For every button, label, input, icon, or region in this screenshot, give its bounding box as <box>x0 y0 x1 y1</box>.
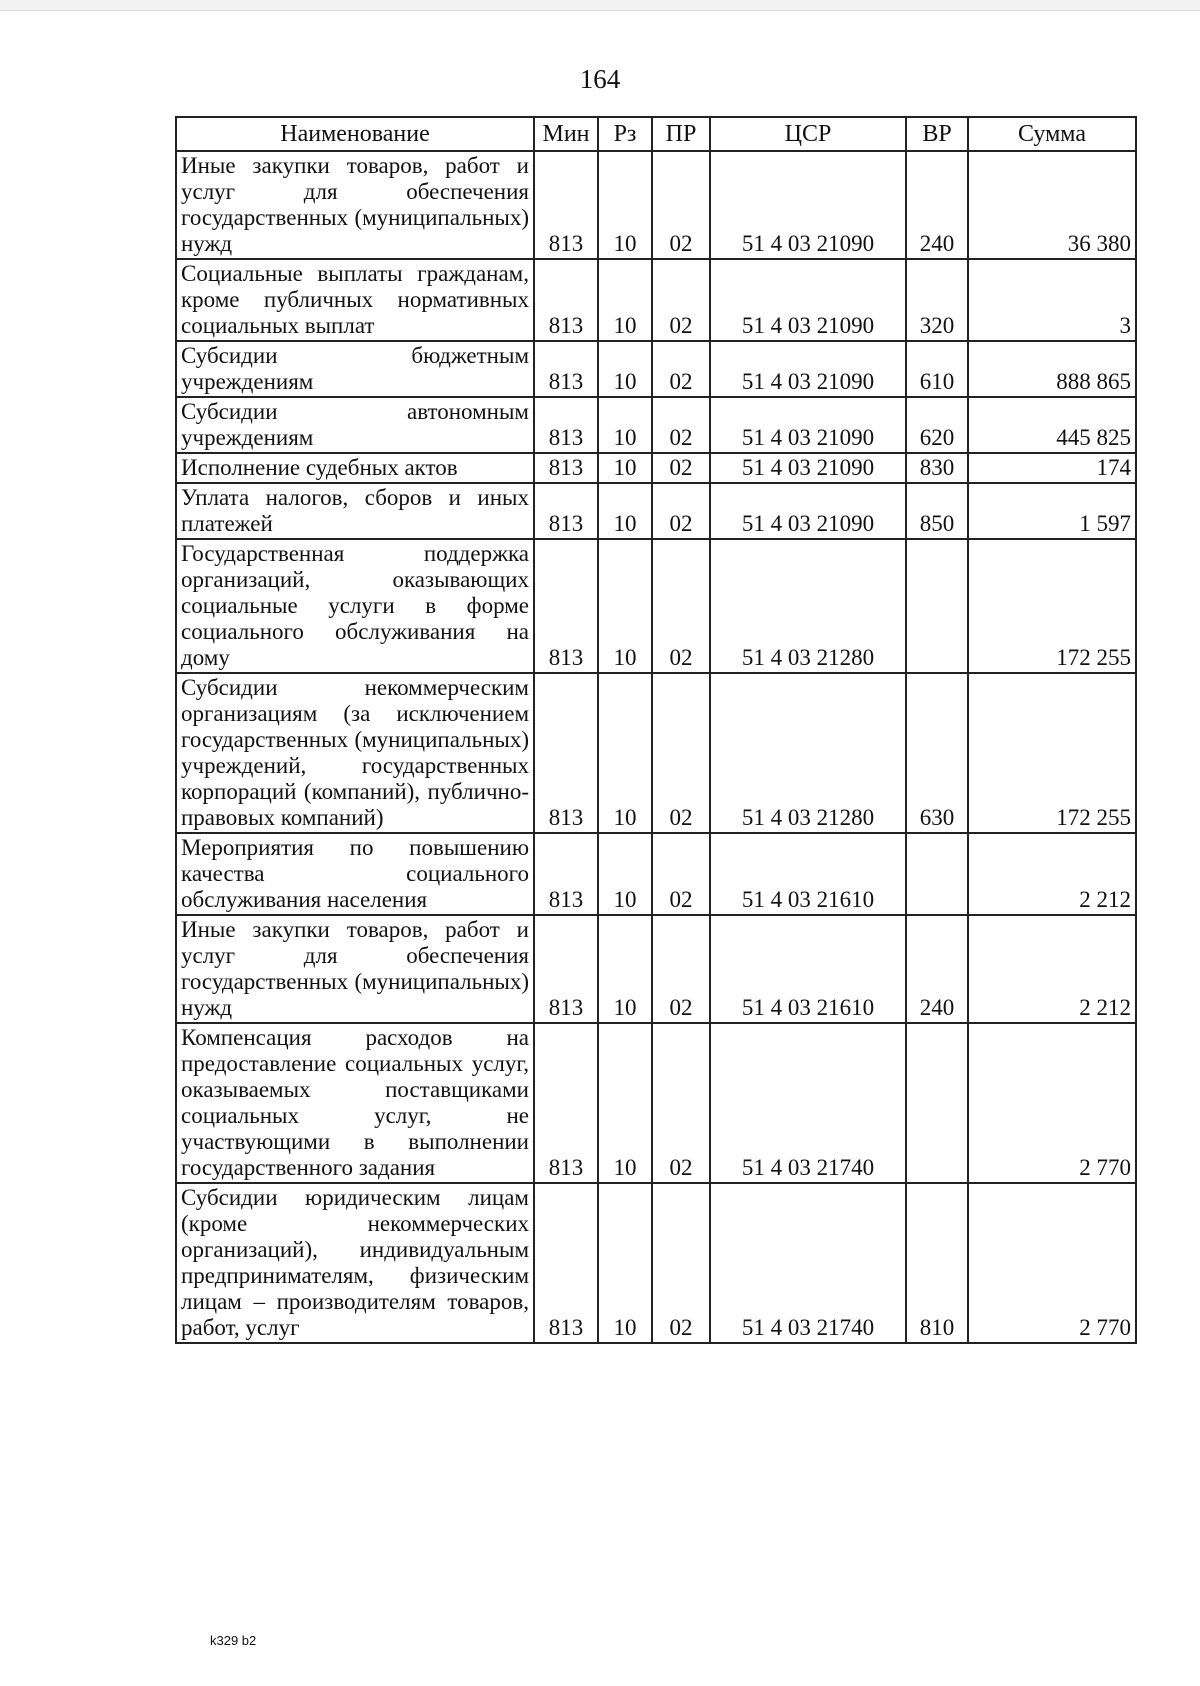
row-csr: 51 4 03 21090 <box>710 259 906 341</box>
row-sum: 445 825 <box>968 397 1136 453</box>
row-csr: 51 4 03 21610 <box>710 915 906 1023</box>
table-row <box>176 259 1136 341</box>
row-min: 813 <box>534 483 598 539</box>
row-csr: 51 4 03 21610 <box>710 833 906 915</box>
row-pr: 02 <box>652 673 710 833</box>
table-row <box>176 1023 1136 1183</box>
row-rz: 10 <box>598 673 652 833</box>
row-rz: 10 <box>598 915 652 1023</box>
header-pr: ПР <box>652 117 710 151</box>
row-min: 813 <box>534 151 598 259</box>
table-row <box>176 483 1136 539</box>
row-pr: 02 <box>652 539 710 673</box>
page-number: 164 <box>579 64 621 94</box>
row-csr: 51 4 03 21090 <box>710 453 906 483</box>
row-rz: 10 <box>598 483 652 539</box>
row-min: 813 <box>534 259 598 341</box>
row-pr: 02 <box>652 833 710 915</box>
table-row <box>176 341 1136 397</box>
row-rz: 10 <box>598 341 652 397</box>
header-name: Наименование <box>176 117 534 151</box>
row-vr: 810 <box>906 1183 968 1343</box>
row-csr: 51 4 03 21090 <box>710 341 906 397</box>
footer-code: k329 b2 <box>210 1633 257 1648</box>
row-csr: 51 4 03 21090 <box>710 397 906 453</box>
table-header-row <box>176 117 1136 151</box>
row-name: Компенсация расходов на предоставление социальных услуг, оказываемых поставщиками социальных услуг, не участвующими в выполнении государственного задания <box>176 1023 534 1183</box>
row-name: Субсидии некоммерческим организациям (за исключением государственных (муниципальных) учреждений, государственных корпораций (компаний), публично-правовых компаний) <box>176 673 534 833</box>
header-min: Мин <box>534 117 598 151</box>
row-pr: 02 <box>652 483 710 539</box>
row-vr <box>906 833 968 915</box>
row-sum: 172 255 <box>968 539 1136 673</box>
row-min: 813 <box>534 833 598 915</box>
row-min: 813 <box>534 915 598 1023</box>
row-csr: 51 4 03 21740 <box>710 1023 906 1183</box>
header-vr: ВР <box>906 117 968 151</box>
row-name: Иные закупки товаров, работ и услуг для обеспечения государственных (муниципальных) нужд <box>176 151 534 259</box>
row-name: Уплата налогов, сборов и иных платежей <box>176 483 534 539</box>
row-sum: 2 212 <box>968 833 1136 915</box>
row-name: Субсидии автономным учреждениям <box>176 397 534 453</box>
row-csr: 51 4 03 21090 <box>710 483 906 539</box>
row-pr: 02 <box>652 915 710 1023</box>
table-row <box>176 1183 1136 1343</box>
row-vr <box>906 1023 968 1183</box>
header-csr: ЦСР <box>710 117 906 151</box>
row-pr: 02 <box>652 151 710 259</box>
row-vr: 830 <box>906 453 968 483</box>
row-rz: 10 <box>598 1183 652 1343</box>
row-sum: 3 <box>968 259 1136 341</box>
row-csr: 51 4 03 21280 <box>710 673 906 833</box>
table-row <box>176 915 1136 1023</box>
row-vr: 620 <box>906 397 968 453</box>
row-min: 813 <box>534 1183 598 1343</box>
row-rz: 10 <box>598 1023 652 1183</box>
table-row <box>176 539 1136 673</box>
row-min: 813 <box>534 539 598 673</box>
row-sum: 172 255 <box>968 673 1136 833</box>
header-rz: Рз <box>598 117 652 151</box>
row-rz: 10 <box>598 453 652 483</box>
table-row <box>176 151 1136 259</box>
row-sum: 174 <box>968 453 1136 483</box>
row-pr: 02 <box>652 397 710 453</box>
row-pr: 02 <box>652 1183 710 1343</box>
row-min: 813 <box>534 673 598 833</box>
scan-top-edge <box>0 0 1200 11</box>
header-sum: Сумма <box>968 117 1136 151</box>
row-min: 813 <box>534 1023 598 1183</box>
row-rz: 10 <box>598 397 652 453</box>
row-name: Иные закупки товаров, работ и услуг для обеспечения государственных (муниципальных) нужд <box>176 915 534 1023</box>
row-sum: 36 380 <box>968 151 1136 259</box>
row-csr: 51 4 03 21280 <box>710 539 906 673</box>
row-min: 813 <box>534 397 598 453</box>
table-row <box>176 397 1136 453</box>
table-row <box>176 453 1136 483</box>
row-name: Социальные выплаты гражданам, кроме публичных нормативных социальных выплат <box>176 259 534 341</box>
row-vr: 630 <box>906 673 968 833</box>
row-csr: 51 4 03 21090 <box>710 151 906 259</box>
row-pr: 02 <box>652 341 710 397</box>
row-name: Исполнение судебных актов <box>176 453 534 483</box>
row-sum: 888 865 <box>968 341 1136 397</box>
row-vr: 850 <box>906 483 968 539</box>
row-rz: 10 <box>598 539 652 673</box>
row-vr: 240 <box>906 151 968 259</box>
row-vr: 610 <box>906 341 968 397</box>
row-rz: 10 <box>598 833 652 915</box>
row-rz: 10 <box>598 151 652 259</box>
row-vr <box>906 539 968 673</box>
row-pr: 02 <box>652 259 710 341</box>
row-pr: 02 <box>652 1023 710 1183</box>
row-sum: 2 212 <box>968 915 1136 1023</box>
row-name: Субсидии бюджетным учреждениям <box>176 341 534 397</box>
table-row <box>176 673 1136 833</box>
row-pr: 02 <box>652 453 710 483</box>
row-sum: 2 770 <box>968 1023 1136 1183</box>
row-vr: 240 <box>906 915 968 1023</box>
row-csr: 51 4 03 21740 <box>710 1183 906 1343</box>
row-sum: 2 770 <box>968 1183 1136 1343</box>
row-min: 813 <box>534 453 598 483</box>
row-name: Субсидии юридическим лицам (кроме некоммерческих организаций), индивидуальным предпринимателям, физическим лицам – производителям товаров, работ, услуг <box>176 1183 534 1343</box>
budget-table <box>175 116 1137 1344</box>
row-min: 813 <box>534 341 598 397</box>
row-vr: 320 <box>906 259 968 341</box>
row-name: Мероприятия по повышению качества социального обслуживания населения <box>176 833 534 915</box>
row-sum: 1 597 <box>968 483 1136 539</box>
table-row <box>176 833 1136 915</box>
row-name: Государственная поддержка организаций, оказывающих социальные услуги в форме социального обслуживания на дому <box>176 539 534 673</box>
row-rz: 10 <box>598 259 652 341</box>
